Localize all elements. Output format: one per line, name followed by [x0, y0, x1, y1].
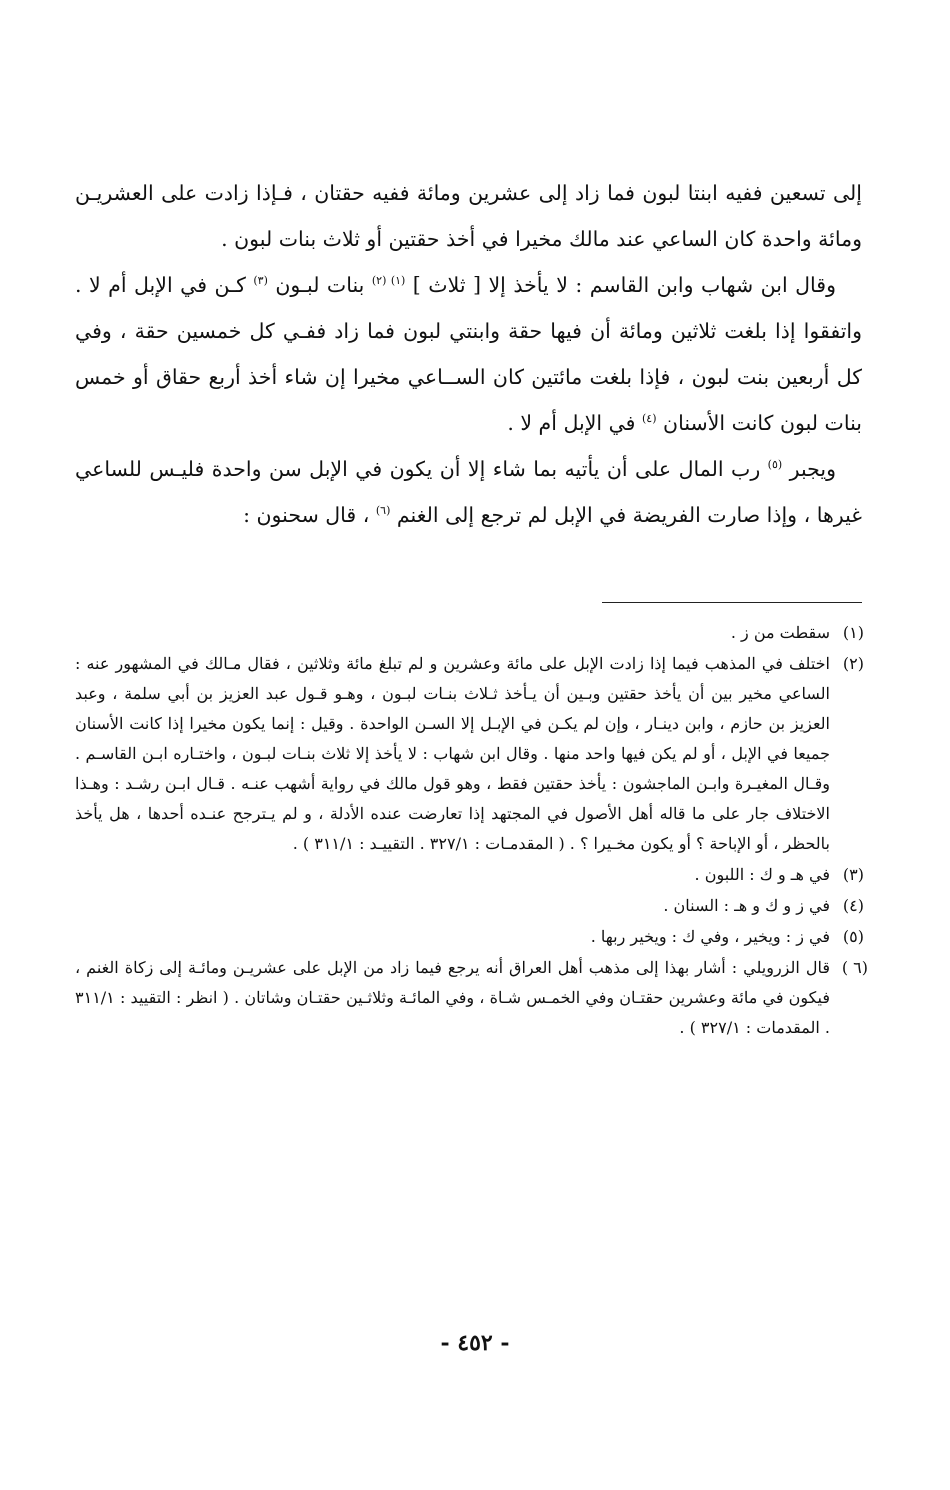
footnote-ref[interactable]: (٤) — [642, 412, 657, 426]
paragraph-text: رب المال على أن يأتيه بما شاء إلا أن يكون في الإبل سن واحدة فليـس للساعي غيرها ، وإذا صارت الفريضة في الإبل لم ترجع إلى الغنم — [75, 457, 862, 527]
footnote-2 — [75, 649, 864, 859]
footnote-text: في ز و ك و هـ : السنان . — [663, 896, 830, 915]
footnote-4 — [75, 891, 864, 921]
footnote-text: في هـ و ك : اللبون . — [694, 865, 830, 884]
footnote-number: (١) — [842, 623, 864, 642]
paragraph-text: إلى تسعين ففيه ابنتا لبون فما زاد إلى عشرين ومائة ففيه حقتان ، فـإذا زادت على العشريـن ومائة واحدة كان الساعي عند مالك مخيرا في أخذ حقتين أو ثلاث بنات لبون . — [75, 181, 862, 251]
paragraph-text: بنات لبـون — [267, 273, 372, 297]
page-number: - ٤٥٢ - — [440, 1330, 510, 1356]
footnote-divider — [602, 602, 862, 603]
paragraph-text: كـن في الإبل أم لا . واتفقوا إذا بلغت ثلاثين ومائة أن فيها حقة وابنتي لبون فما زاد ففـي كل خمسين حقة ، وفي كل أربعين بنت لبون ، فإذا بلغت مائتين كان الســاعي مخيرا إن شاء أخذ أربع حقاق أو خمس بنات لبون كانت الأسنان — [75, 273, 862, 435]
footnote-ref[interactable]: (٥) — [767, 458, 783, 472]
paragraph-1 — [75, 170, 862, 262]
footnote-ref[interactable]: (٣) — [253, 274, 268, 288]
footnote-1 — [75, 618, 864, 648]
footnote-5 — [75, 922, 864, 952]
main-text — [75, 170, 862, 538]
paragraph-text: ويجبر — [782, 457, 836, 481]
footnote-text: قال الزرويلي : أشار بهذا إلى مذهب أهل العراق أنه يرجع فيما زاد من الإبل على عشريـن ومائـة إلى زكاة الغنم ، فيكون في مائة وعشرين حقتـان وفي الخمـس شـاة ، وفي المائـة وثلاثـين حقتـان وشاتان . ( انظر : التقييد : ٣١١/١ . المقدمات : ٣٢٧/١ ) . — [75, 958, 830, 1037]
paragraph-text: وقال ابن شهاب وابن القاسم : لا يأخذ إلا [ ثلاث ] — [405, 273, 836, 297]
footnote-6 — [75, 953, 868, 1043]
footnotes — [75, 618, 868, 1044]
footnote-number: (٦ ) — [841, 958, 868, 977]
footnote-ref[interactable]: (٦) — [375, 504, 391, 518]
footnote-3 — [75, 860, 864, 890]
paragraph-text: ، قال سحنون : — [243, 503, 376, 527]
footnote-text: سقطت من ز . — [730, 623, 830, 642]
footnote-ref[interactable]: (١) (٢) — [371, 274, 406, 288]
footnote-number: (٣) — [842, 865, 864, 884]
paragraph-3 — [75, 446, 862, 538]
footnote-number: (٢) — [842, 654, 864, 673]
paragraph-text: في الإبل أم لا . — [507, 411, 642, 435]
paragraph-2 — [75, 262, 862, 446]
footnote-text: في ز : ويخير ، وفي ك : ويخير ربها . — [590, 927, 830, 946]
footnote-text: اختلف في المذهب فيما إذا زادت الإبل على مائة وعشرين و لم تبلغ مائة وثلاثين ، فقال مـالك في المشهور عنه : الساعي مخير بين أن يأخذ حقتين وبـين أن يـأخذ ثـلاث بنـات لبـون ، وهـو قـول عبد العزيز بن أبي سلمة ، وعبد العزيز بن حازم ، وابن دينـار ، وإن لم يكـن في الإبـل إلا السـن الواحدة . وقيل : إنما يكون مخيرا إذا كانت الأسنان جميعا في الإبل ، أو لم يكن فيها واحد منها . وقال ابن شهاب : لا يأخذ إلا ثلاث بنـات لبـون ، واختـاره ابـن القاسـم . وقـال المغيـرة وابـن الماجشون : يأخذ حقتين فقط ، وهو قول مالك في رواية أشهب عنـه . قـال ابـن رشـد : وهـذا الاختلاف جار على ما قاله أهل الأصول في المجتهد إذا تعارضت عنده الأدلة ، و لم يـترجح عنـده أحدها ، هل يأخذ بالحظر ، أو الإباحة ؟ أو يكون مخـيرا ؟ . ( المقدمـات : ٣٢٧/١ . التقييـد : ٣١١/١ ) . — [75, 654, 831, 853]
footnote-number: (٥) — [842, 927, 864, 946]
footnote-number: (٤) — [842, 896, 864, 915]
